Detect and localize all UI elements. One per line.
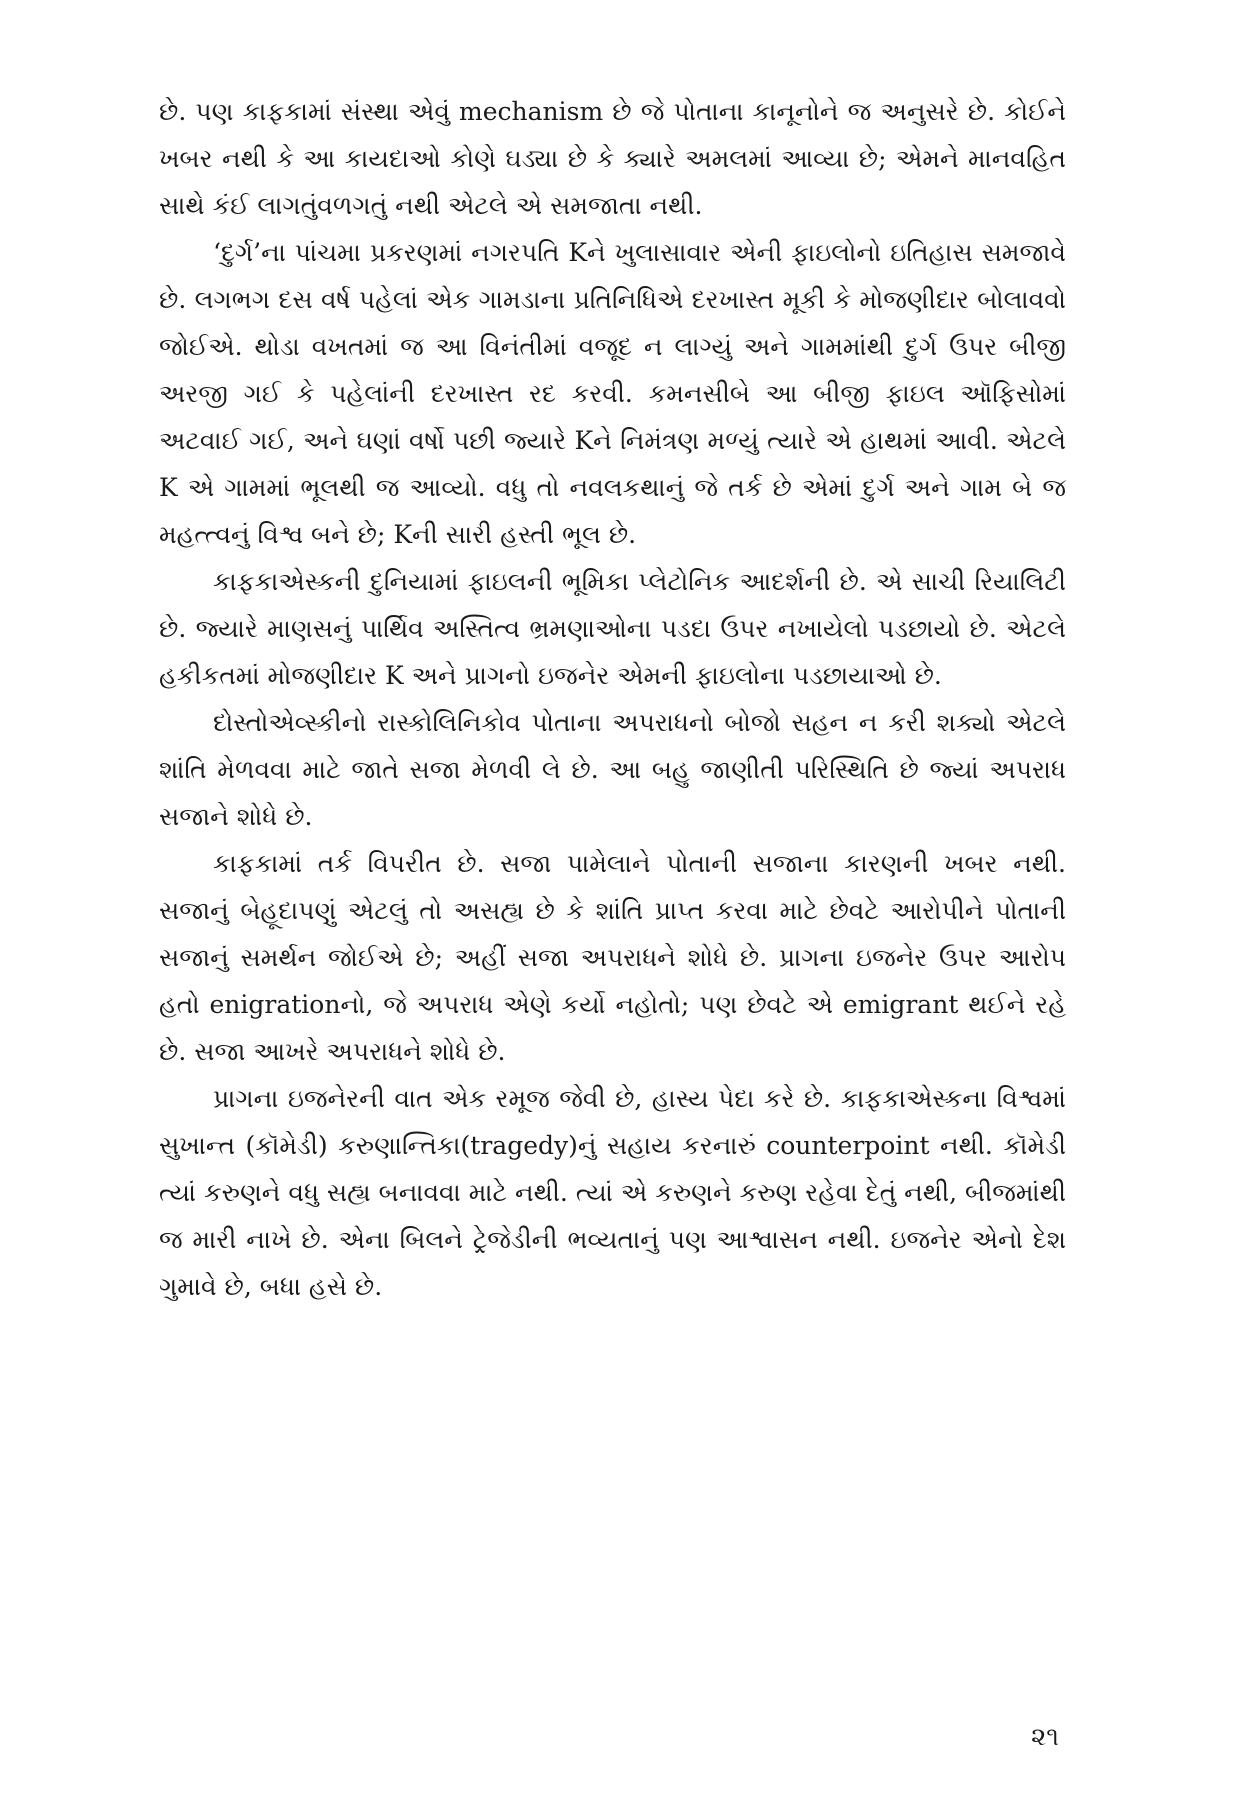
paragraph-4: દોસ્તોએવ્સ્કીનો રાસ્કોલિનિકોવ પોતાના અપરાધનો બોજો સહન ન કરી શક્યો એટલે શાંતિ મેળવવા માટે જાતે સજા મેળવી લે છે. આ બહુ જાણીતી પરિસ્થિતિ છે જ્યાં અપરાધ સજાને શોધે છે. bbox=[159, 708, 1066, 831]
paragraph-2: ‘દુર્ગ’ના પાંચમા પ્રકરણમાં નગરપતિ Kને ખુલાસાવાર એની ફાઇલોનો ઇતિહાસ સમજાવે છે. લગભગ દસ વર્ષ પહેલાં એક ગામડાના પ્રતિનિધિએ દરખાસ્ત મૂકી કે મોજણીદાર બોલાવવો જોઈએ. થોડા વખતમાં જ આ વિનંતીમાં વજૂદ ન લાગ્યું અને ગામમાંથી દુર્ગ ઉપર બીજી અરજી ગઈ કે પહેલાંની દરખાસ્ત રદ કરવી. કમનસીબે આ બીજી ફાઇલ ઑફિસોમાં અટવાઈ ગઈ, અને ઘણાં વર્ષો પછી જ્યારે Kને નિમંત્રણ મળ્યું ત્યારે એ હાથમાં આવી. એટલે K એ ગામમાં ભૂલથી જ આવ્યો. વધુ તો નવલકથાનું જે તર્ક છે એમાં દુર્ગ અને ગામ બે જ મહત્ત્વનું વિશ્વ બને છે; Kની સારી હસ્તી ભૂલ છે. bbox=[159, 238, 1066, 549]
paragraph-3: કાફકાએસ્કની દુનિયામાં ફાઇલની ભૂમિકા પ્લેટોનિક આદર્શની છે. એ સાચી રિયાલિટી છે. જ્યારે માણસનું પાર્થિવ અસ્તિત્વ ભ્રમણાઓના પડદા ઉપર નખાયેલો પડછાયો છે. એટલે હકીકતમાં મોજણીદાર K અને પ્રાગનો ઇજનેર એમની ફાઇલોના પડછાયાઓ છે. bbox=[159, 567, 1066, 690]
page-number: ૨૧ bbox=[1030, 1722, 1059, 1752]
paragraph-5: કાફકામાં તર્ક વિપરીત છે. સજા પામેલાને પોતાની સજાના કારણની ખબર નથી. સજાનું બેહૂદાપણું એટલું તો અસહ્ય છે કે શાંતિ પ્રાપ્ત કરવા માટે છેવટે આરોપીને પોતાની સજાનું સમર્થન જોઈએ છે; અહીં સજા અપરાધને શોધે છે. પ્રાગના ઇજનેર ઉપર આરોપ હતો enigrationનો, જે અપરાધ એણે કર્યો નહોતો; પણ છેવટે એ emigrant થઈને રહે છે. સજા આખરે અપરાધને શોધે છે. bbox=[159, 849, 1066, 1066]
paragraph-1: છે. પણ કાફકામાં સંસ્થા એવું mechanism છે જે પોતાના કાનૂનોને જ અનુસરે છે. કોઈને ખબર નથી કે આ કાયદાઓ કોણે ઘડ્યા છે કે ક્યારે અમલમાં આવ્યા છે; એમને માનવહિત સાથે કંઈ લાગતુંવળગતું નથી એટલે એ સમજાતા નથી. bbox=[159, 97, 1066, 220]
paragraph-6: પ્રાગના ઇજનેરની વાત એક રમૂજ જેવી છે, હાસ્ય પેદા કરે છે. કાફકાએસ્કના વિશ્વમાં સુખાન્ત (કૉમેડી) કરુણાન્તિકા(tragedy)નું સહાય કરનારું counterpoint નથી. કૉમેડી ત્યાં કરુણને વધુ સહ્ય બનાવવા માટે નથી. ત્યાં એ કરુણને કરુણ રહેવા દેતું નથી, બીજમાંથી જ મારી નાખે છે. એના બિલને ટ્રેજેડીની ભવ્યતાનું પણ આશ્વાસન નથી. ઇજનેર એનો દેશ ગુમાવે છે, બધા હસે છે. bbox=[159, 1084, 1066, 1301]
page-text bbox=[159, 88, 1066, 1310]
